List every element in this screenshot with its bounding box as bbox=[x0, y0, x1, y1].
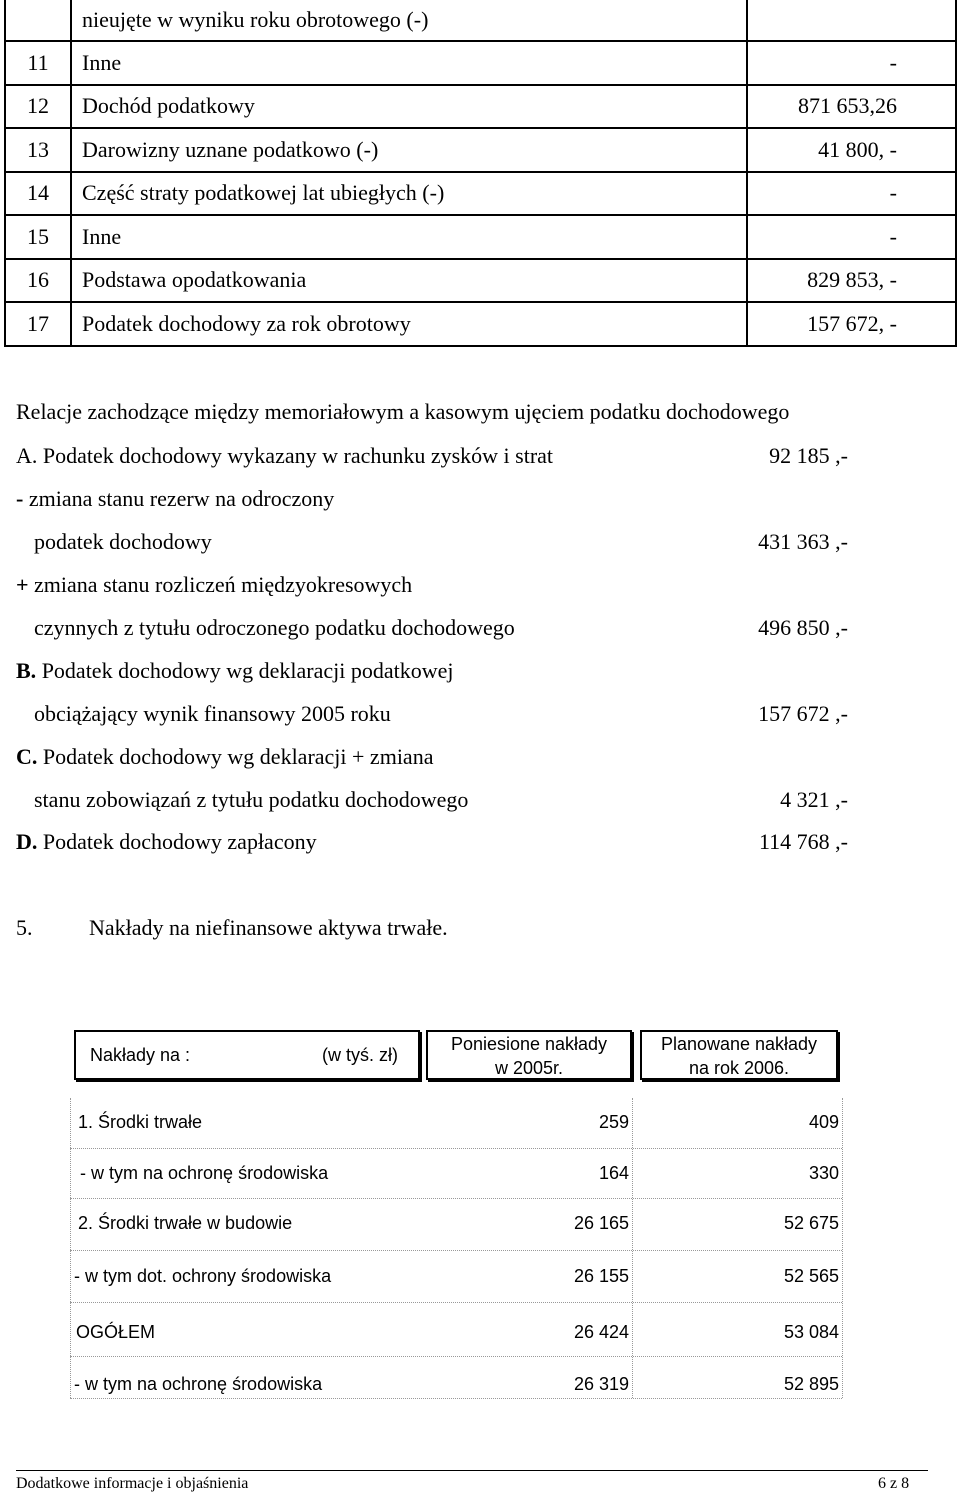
table-row bbox=[5, 215, 956, 259]
item-b-value: 157 672 ,- bbox=[758, 701, 848, 726]
footer-rule bbox=[16, 1470, 928, 1471]
row-value: 41 800, - bbox=[747, 128, 956, 172]
item-d-text: Podatek dochodowy zapłacony bbox=[42, 829, 317, 854]
grid-line bbox=[70, 1356, 842, 1357]
row-description: Inne bbox=[71, 215, 747, 259]
item-c-label: C. bbox=[16, 744, 38, 769]
investment-header-2005-line1: Poniesione nakłady bbox=[450, 1034, 608, 1054]
investment-row-label: OGÓŁEM bbox=[76, 1322, 156, 1342]
row-description: nieujęte w wyniku roku obrotowego (-) bbox=[71, 0, 747, 41]
investment-header-unit: (w tyś. zł) bbox=[322, 1045, 398, 1065]
grid-line bbox=[70, 1302, 842, 1303]
table-row bbox=[5, 0, 956, 41]
item-b bbox=[16, 658, 453, 684]
row-value: 871 653,26 bbox=[747, 85, 956, 129]
item-b-text: Podatek dochodowy wg deklaracji podatkowej bbox=[41, 658, 454, 683]
item-a bbox=[16, 443, 553, 469]
footer-left: Dodatkowe informacje i objaśnienia bbox=[16, 1475, 249, 1492]
row-number: 16 bbox=[5, 259, 71, 303]
investment-row-label: - w tym na ochronę środowiska bbox=[74, 1374, 323, 1394]
row-value: - bbox=[747, 215, 956, 259]
investment-row-2006: 330 bbox=[808, 1163, 839, 1183]
reserve-change-text: zmiana stanu rezerw na odroczony bbox=[28, 486, 335, 511]
investment-row-label: 1. Środki trwałe bbox=[78, 1112, 203, 1132]
item-c-value: 4 321 ,- bbox=[780, 787, 848, 812]
grid-line bbox=[70, 1198, 842, 1199]
investment-row-2006: 52 675 bbox=[783, 1213, 839, 1233]
investment-row-2005: 26 165 bbox=[573, 1213, 629, 1233]
table-row bbox=[5, 41, 956, 85]
row-number: 17 bbox=[5, 302, 71, 346]
row-value: - bbox=[747, 41, 956, 85]
item-a-value: 92 185 ,- bbox=[769, 443, 848, 468]
reserve-change-text-2: podatek dochodowy bbox=[34, 529, 212, 554]
page-number: 6 z 8 bbox=[878, 1475, 910, 1492]
table-row bbox=[5, 85, 956, 129]
accruals-change-text-2: czynnych z tytułu odroczonego podatku dochodowego bbox=[34, 615, 515, 640]
reserve-change bbox=[16, 486, 334, 512]
grid-line bbox=[70, 1250, 842, 1251]
table-row bbox=[5, 172, 956, 216]
row-number: 13 bbox=[5, 128, 71, 172]
investment-header-2006-line1: Planowane nakłady bbox=[660, 1034, 818, 1054]
row-value: - bbox=[747, 172, 956, 216]
reserve-change-value: 431 363 ,- bbox=[758, 529, 848, 554]
grid-line bbox=[70, 1098, 71, 1398]
row-description: Inne bbox=[71, 41, 747, 85]
investment-row-2006: 53 084 bbox=[783, 1322, 839, 1342]
investment-header-label-cell bbox=[74, 1030, 420, 1080]
grid-line bbox=[70, 1148, 842, 1149]
item-d-value: 114 768 ,- bbox=[758, 829, 848, 854]
item-b-label: B. bbox=[16, 658, 37, 683]
item-d-label: D. bbox=[16, 829, 38, 854]
table-row bbox=[5, 128, 956, 172]
investment-row-2006: 409 bbox=[808, 1112, 839, 1132]
investment-row-2005: 164 bbox=[598, 1163, 629, 1183]
row-value bbox=[747, 0, 956, 41]
row-number: 15 bbox=[5, 215, 71, 259]
grid-line bbox=[842, 1098, 843, 1398]
row-number bbox=[5, 0, 71, 41]
investment-row-2005: 26 319 bbox=[573, 1374, 629, 1394]
investment-row-2006: 52 895 bbox=[783, 1374, 839, 1394]
grid-line bbox=[632, 1098, 633, 1398]
item-c-text-2: stanu zobowiązań z tytułu podatku dochodowego bbox=[34, 787, 469, 812]
accruals-change-value: 496 850 ,- bbox=[758, 615, 848, 640]
row-description: Część straty podatkowej lat ubiegłych (-) bbox=[71, 172, 747, 216]
row-description: Podatek dochodowy za rok obrotowy bbox=[71, 302, 747, 346]
tax-calculation-table bbox=[4, 0, 957, 347]
investment-header-2006-line2: na rok 2006. bbox=[688, 1058, 790, 1078]
investment-header-2006 bbox=[640, 1030, 838, 1080]
accruals-change-text: zmiana stanu rozliczeń międzyokresowych bbox=[34, 572, 413, 597]
row-number: 11 bbox=[5, 41, 71, 85]
investment-row-label: - w tym na ochronę środowiska bbox=[80, 1163, 329, 1183]
row-description: Darowizny uznane podatkowo (-) bbox=[71, 128, 747, 172]
table-row bbox=[5, 302, 956, 346]
investment-row-2005: 26 424 bbox=[573, 1322, 629, 1342]
item-d bbox=[16, 829, 317, 855]
row-number: 12 bbox=[5, 85, 71, 129]
investment-row-label: 2. Środki trwałe w budowie bbox=[78, 1213, 293, 1233]
investment-header-2005-line2: w 2005r. bbox=[494, 1058, 564, 1078]
accruals-change bbox=[16, 572, 412, 598]
investment-row-2005: 26 155 bbox=[573, 1266, 629, 1286]
investment-header-label: Nakłady na : bbox=[90, 1045, 191, 1065]
table-row bbox=[5, 259, 956, 303]
row-value: 829 853, - bbox=[747, 259, 956, 303]
item-b-text-2: obciążający wynik finansowy 2005 roku bbox=[34, 701, 391, 726]
section-5-title: Nakłady na niefinansowe aktywa trwałe. bbox=[89, 915, 448, 940]
investment-header-2005 bbox=[426, 1030, 632, 1080]
row-description: Podstawa opodatkowania bbox=[71, 259, 747, 303]
relations-heading: Relacje zachodzące między memoriałowym a kasowym ujęciem podatku dochodowego bbox=[16, 399, 790, 424]
investment-row-2005: 259 bbox=[598, 1112, 629, 1132]
item-c-text: Podatek dochodowy wg deklaracji + zmiana bbox=[42, 744, 434, 769]
row-value: 157 672, - bbox=[747, 302, 956, 346]
grid-line bbox=[70, 1398, 842, 1399]
investment-row-2006: 52 565 bbox=[783, 1266, 839, 1286]
reserve-change-sign: - bbox=[16, 486, 24, 511]
accruals-change-sign: + bbox=[16, 572, 29, 597]
item-a-text: Podatek dochodowy wykazany w rachunku zysków i strat bbox=[42, 443, 554, 468]
row-number: 14 bbox=[5, 172, 71, 216]
investment-row-label: - w tym dot. ochrony środowiska bbox=[74, 1266, 332, 1286]
row-description: Dochód podatkowy bbox=[71, 85, 747, 129]
item-c bbox=[16, 744, 433, 770]
item-a-label: A. bbox=[16, 443, 38, 468]
section-5-number: 5. bbox=[16, 915, 33, 940]
